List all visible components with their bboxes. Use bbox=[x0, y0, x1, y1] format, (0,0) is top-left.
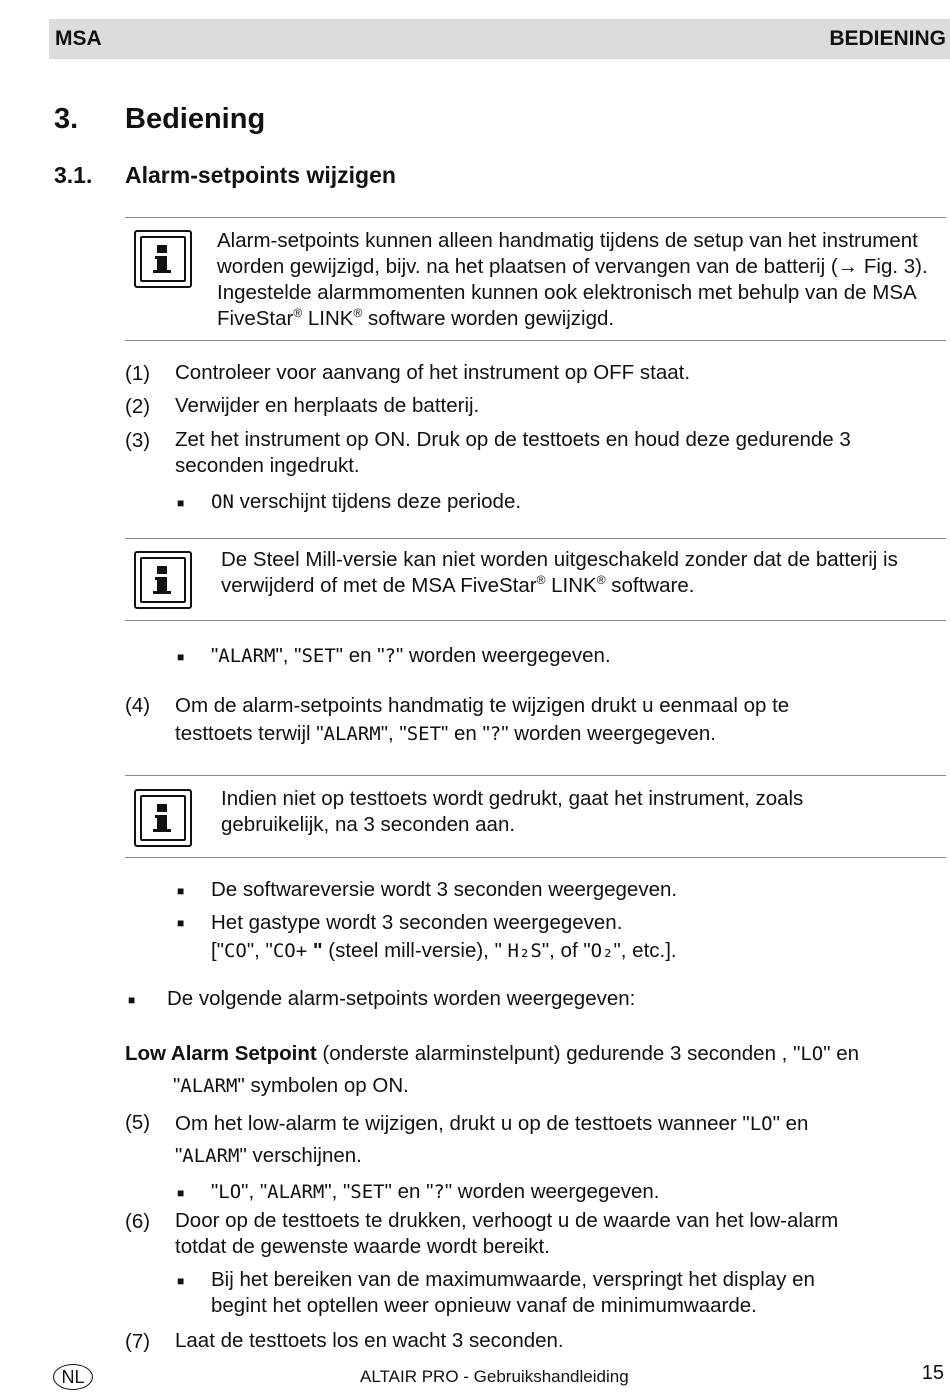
step-text: Om de alarm-setpoints handmatig te wijzigen drukt u eenmaal op te testtoets terwijl "ALARM", "SET" en "?" worden weergegeven. bbox=[175, 694, 790, 745]
step-number: (5) bbox=[125, 1111, 151, 1134]
step-number: (7) bbox=[125, 1330, 151, 1353]
step-number: (6) bbox=[125, 1210, 151, 1233]
info-icon bbox=[134, 230, 192, 288]
note-rule-bottom bbox=[125, 857, 946, 858]
step-text: Verwijder en herplaats de batterij. bbox=[175, 394, 480, 417]
bullet-text: Het gastype wordt 3 seconden weergegeven. ["CO", "CO+ " (steel mill-versie), " H₂S", of "O₂", etc.]. bbox=[211, 911, 677, 962]
note-2 bbox=[221, 547, 946, 599]
note-1-line: Ingestelde alarmmomenten kunnen ook elektronisch met behulp van de MSA bbox=[217, 281, 917, 304]
bullet-text: "ALARM", "SET" en "?" worden weergegeven. bbox=[211, 644, 611, 667]
step-number: (1) bbox=[125, 362, 151, 385]
info-icon bbox=[134, 551, 192, 609]
bullet-text: De volgende alarm-setpoints worden weergegeven: bbox=[167, 987, 636, 1010]
square-bullet-icon: ■ bbox=[177, 650, 185, 664]
note-1-line: FiveStar® LINK® software worden gewijzigd. bbox=[217, 306, 615, 330]
note-rule-top bbox=[125, 775, 946, 776]
bullet-text: "LO", "ALARM", "SET" en "?" worden weergegeven. bbox=[211, 1180, 660, 1203]
note-3-line: gebruikelijk, na 3 seconden aan. bbox=[221, 813, 516, 836]
bullet-text: De softwareversie wordt 3 seconden weergegeven. bbox=[211, 878, 678, 901]
square-bullet-icon: ■ bbox=[177, 1186, 185, 1200]
note-1-line: worden gewijzigd, bijv. na het plaatsen of vervangen van de batterij (→ Fig. 3). bbox=[217, 255, 928, 278]
step-text: Controleer voor aanvang of het instrument op OFF staat. bbox=[175, 361, 691, 384]
note-1 bbox=[217, 228, 947, 332]
note-3 bbox=[221, 786, 946, 838]
note-rule-bottom bbox=[125, 340, 946, 341]
step-text: Door op de testtoets te drukken, verhoogt u de waarde van het low-alarm totdat de gewenste waarde wordt bereikt. bbox=[175, 1209, 839, 1258]
note-3-line: Indien niet op testtoets wordt gedrukt, gaat het instrument, zoals bbox=[221, 787, 804, 810]
bullet-text: ON verschijnt tijdens deze periode. bbox=[211, 490, 522, 513]
page-number: 15 bbox=[921, 1362, 944, 1384]
note-rule-bottom bbox=[125, 620, 946, 621]
subsection-title: Alarm-setpoints wijzigen bbox=[125, 162, 396, 188]
section-title: Bediening bbox=[125, 103, 266, 135]
square-bullet-icon: ■ bbox=[128, 993, 136, 1007]
step-text: Om het low-alarm te wijzigen, drukt u op de testtoets wanneer "LO" en "ALARM" verschijnen. bbox=[175, 1112, 809, 1167]
header-brand: MSA bbox=[55, 27, 102, 50]
footer-title: ALTAIR PRO - Gebruikshandleiding bbox=[360, 1367, 629, 1386]
square-bullet-icon: ■ bbox=[177, 884, 185, 898]
square-bullet-icon: ■ bbox=[177, 1274, 185, 1288]
step-number: (3) bbox=[125, 429, 151, 452]
bullet-text: Bij het bereiken van de maximumwaarde, verspringt het display en begint het optellen weer opnieuw vanaf de minimumwaarde. bbox=[211, 1268, 815, 1317]
note-2-line: verwijderd of met de MSA FiveStar® LINK® software. bbox=[221, 573, 695, 597]
info-icon bbox=[134, 789, 192, 847]
note-2-line: De Steel Mill-versie kan niet worden uitgeschakeld zonder dat de batterij is bbox=[221, 548, 898, 571]
page-header bbox=[49, 19, 950, 59]
square-bullet-icon: ■ bbox=[177, 496, 185, 510]
note-rule-top bbox=[125, 538, 946, 539]
step-text: Laat de testtoets los en wacht 3 seconden. bbox=[175, 1329, 564, 1352]
step-text: Zet het instrument op ON. Druk op de testtoets en houd deze gedurende 3 seconden ingedrukt. bbox=[175, 428, 851, 477]
square-bullet-icon: ■ bbox=[177, 916, 185, 930]
note-1-line: Alarm-setpoints kunnen alleen handmatig tijdens de setup van het instrument bbox=[217, 229, 918, 252]
subsection-number: 3.1. bbox=[54, 162, 93, 188]
header-chapter: BEDIENING bbox=[829, 27, 946, 50]
step-number: (2) bbox=[125, 395, 151, 418]
language-badge: NL bbox=[53, 1364, 93, 1390]
note-rule-top bbox=[125, 217, 946, 218]
step-number: (4) bbox=[125, 694, 151, 717]
section-number: 3. bbox=[54, 103, 79, 135]
low-alarm-paragraph: Low Alarm Setpoint (onderste alarminstelpunt) gedurende 3 seconden , "LO" en "ALARM" symbolen op ON. bbox=[125, 1042, 860, 1097]
